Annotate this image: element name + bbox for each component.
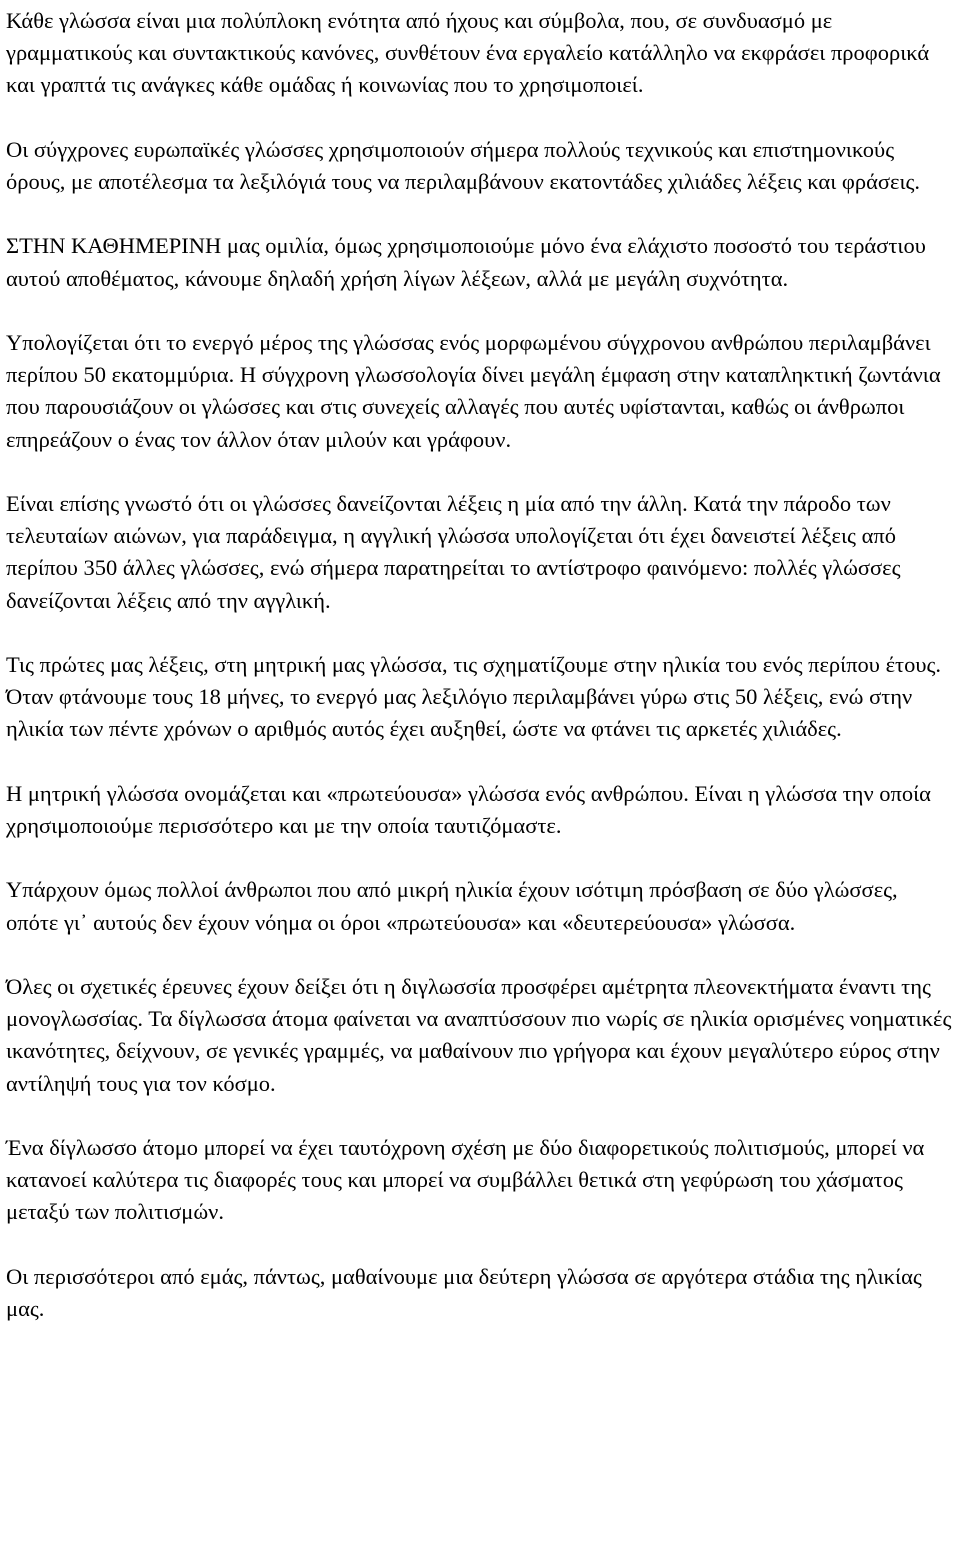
paragraph-8: Υπάρχουν όμως πολλοί άνθρωποι που από μικρή ηλικία έχουν ισότιμη πρόσβαση σε δύο γλώσσες, οπότε γι᾽ αυτούς δεν έχουν νόημα οι όροι «πρωτεύουσα» και «δευτερεύουσα» γλώσσα. — [6, 877, 898, 935]
paragraph-6: Τις πρώτες μας λέξεις, στη μητρική μας γλώσσα, τις σχηματίζουμε στην ηλικία του ενός περίπου έτους. Όταν φτάνουμε τους 18 μήνες, το ενεργό μας λεξιλόγιο περιλαμβάνει γύρω στις 50 λέξεις, ενώ στην ηλικία των πέντε χρόνων ο αριθμός αυτός έχει αυξηθεί, ώστε να φτάνει τις αρκετές χιλιάδες. — [6, 651, 941, 742]
paragraph-11: Οι περισσότεροι από εμάς, πάντως, μαθαίνουμε μια δεύτερη γλώσσα σε αργότερα στάδια της ηλικίας μας. — [6, 1263, 922, 1321]
paragraph-9: Όλες οι σχετικές έρευνες έχουν δείξει ότι η διγλωσσία προσφέρει αμέτρητα πλεονεκτήματα έναντι της μονογλωσσίας. Τα δίγλωσσα άτομα φαίνεται να αναπτύσσουν πιο νωρίς σε ηλικία ορισμένες νοηματικές ικανότητες, δείχνουν, σε γενικές γραμμές, να μαθαίνουν πιο γρήγορα και έχουν μεγαλύτερο εύρος στην αντίληψή τους για τον κόσμο. — [6, 973, 952, 1096]
paragraph-1: Κάθε γλώσσα είναι μια πολύπλοκη ενότητα από ήχους και σύμβολα, που, σε συνδυασμό με γραμματικούς και συντακτικούς κανόνες, συνθέτουν ένα εργαλείο κατάλληλο να εκφράσει προφορικά και γραπτά τις ανάγκες κάθε ομάδας ή κοινωνίας που το χρησιμοποιεί. — [6, 8, 930, 98]
paragraph-4: Υπολογίζεται ότι το ενεργό μέρος της γλώσσας ενός μορφωμένου σύγχρονου ανθρώπου περιλαμβάνει περίπου 50 εκατομμύρια. Η σύγχρονη γλωσσολογία δίνει μεγάλη έμφαση στην καταπληκτική ζωντάνια που παρουσιάζουν οι γλώσσες και στις συνεχείς αλλαγές που αυτές υφίστανται, καθώς οι άνθρωποι επηρεάζουν ο ένας τον άλλον όταν μιλούν και γράφουν. — [6, 329, 941, 452]
paragraph-5: Είναι επίσης γνωστό ότι οι γλώσσες δανείζονται λέξεις η μία από την άλλη. Κατά την πάροδο των τελευταίων αιώνων, για παράδειγμα, η αγγλική γλώσσα υπολογίζεται ότι έχει δανειστεί λέξεις από περίπου 350 άλλες γλώσσες, ενώ σήμερα παρατηρείται το αντίστροφο φαινόμενο: πολλές γλώσσες δανείζονται λέξεις από την αγγλική. — [6, 490, 901, 613]
paragraph-2: Οι σύγχρονες ευρωπαϊκές γλώσσες χρησιμοποιούν σήμερα πολλούς τεχνικούς και επιστημονικούς όρους, με αποτέλεσμα τα λεξιλόγιά τους να περιλαμβάνουν εκατοντάδες χιλιάδες λέξεις και φράσεις. — [6, 136, 921, 194]
document-page — [0, 5, 960, 1543]
paragraph-10: Ένα δίγλωσσο άτομο μπορεί να έχει ταυτόχρονη σχέση με δύο διαφορετικούς πολιτισμούς, μπορεί να κατανοεί καλύτερα τις διαφορές τους και μπορεί να συμβάλλει θετικά στη γεφύρωση του χάσματος μεταξύ των πολιτισμών. — [6, 1134, 925, 1225]
paragraph-7: Η μητρική γλώσσα ονομάζεται και «πρωτεύουσα» γλώσσα ενός ανθρώπου. Είναι η γλώσσα την οποία χρησιμοποιούμε περισσότερο και με την οποία ταυτιζόμαστε. — [6, 780, 931, 838]
paragraph-3: ΣΤΗΝ ΚΑΘΗΜΕΡΙΝΗ μας ομιλία, όμως χρησιμοποιούμε μόνο ένα ελάχιστο ποσοστό του τεράστιου αυτού αποθέματος, κάνουμε δηλαδή χρήση λίγων λέξεων, αλλά με μεγάλη συχνότητα. — [6, 233, 926, 291]
